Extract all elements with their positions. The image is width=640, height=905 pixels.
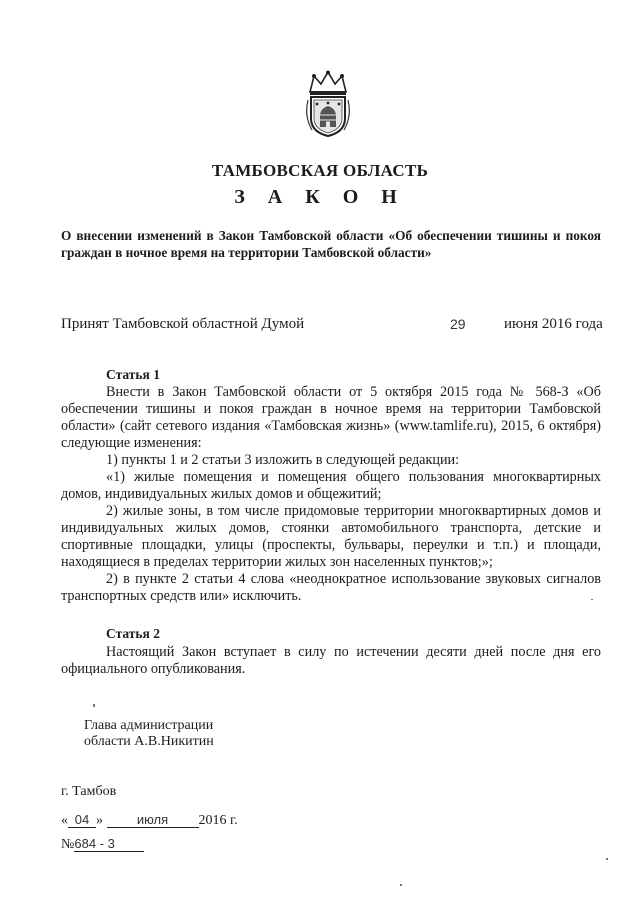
- law-number: [61, 836, 144, 853]
- scan-speck: [606, 858, 608, 860]
- law-title: О внесении изменений в Закон Тамбовской области «Об обеспечении тишины и покоя граждан в ночное время на территории Тамбовской области»: [61, 228, 601, 260]
- article-1-paragraph: 1) пункты 1 и 2 статьи 3 изложить в следующей редакции:: [106, 452, 460, 468]
- article-2-heading: Статья 2: [106, 626, 160, 641]
- scan-speck: [591, 599, 593, 600]
- region-name: ТАМБОВСКАЯ ОБЛАСТЬ: [211, 161, 429, 180]
- date-year: 2016 г.: [198, 813, 238, 828]
- article-1-paragraph: «1) жилые помещения и помещения общего пользования многоквартирных домов, индивидуальных жилых домов и общежитий;: [61, 469, 601, 502]
- article-1-paragraph: Внести в Закон Тамбовской области от 5 октября 2015 года № 568-З «Об обеспечении тишины и покоя граждан в ночное время на территории Тамбовской области» (сайт сетевого издания «Тамбовская жизнь» (www.tamlife.ru), 2015, 6 октября) следующие изменения:: [61, 384, 601, 451]
- article-1-paragraph: 2) жилые зоны, в том числе придомовые территории многоквартирных домов и индивидуальных жилых домов, стоянки автомобильного транспорта, детские и спортивные площадки, улицы (проспекты, бульвары, переулки и т.п.) и площади, находящиеся в пределах территории жилых зон населенных пунктов;»;: [61, 503, 601, 570]
- date-day: 04: [68, 812, 96, 828]
- signature-position: Глава администрации: [84, 718, 214, 733]
- scan-speck: [400, 884, 402, 886]
- article-1-heading: Статья 1: [106, 367, 160, 382]
- place-of-signing: г. Тамбов: [61, 784, 117, 799]
- adopted-month-year: июня 2016 года: [504, 316, 603, 332]
- article-1-body: [61, 384, 601, 605]
- document-type: З А К О Н: [234, 186, 406, 208]
- article-1-paragraph: 2) в пункте 2 статьи 4 слова «неоднократное использование звуковых сигналов транспортных средств или» исключить.: [61, 571, 601, 604]
- coat-of-arms-icon: [302, 70, 354, 138]
- adopted-day: 29: [450, 316, 466, 332]
- date-close-quote: »: [96, 813, 103, 828]
- scan-speck: [93, 704, 95, 707]
- adopted-by: Принят Тамбовской областной Думой: [61, 316, 305, 332]
- article-2-paragraph: Настоящий Закон вступает в силу по истечении десяти дней после дня его официального опубликования.: [61, 644, 601, 677]
- signature-name: области А.В.Никитин: [84, 734, 214, 749]
- signature-block: [84, 718, 214, 750]
- date-month: июля: [107, 812, 199, 828]
- signing-date: [61, 812, 238, 829]
- number-prefix: №: [61, 837, 75, 852]
- date-open-quote: «: [61, 813, 68, 828]
- number-value: 684 - 3: [74, 836, 144, 852]
- article-2-body: [61, 644, 601, 678]
